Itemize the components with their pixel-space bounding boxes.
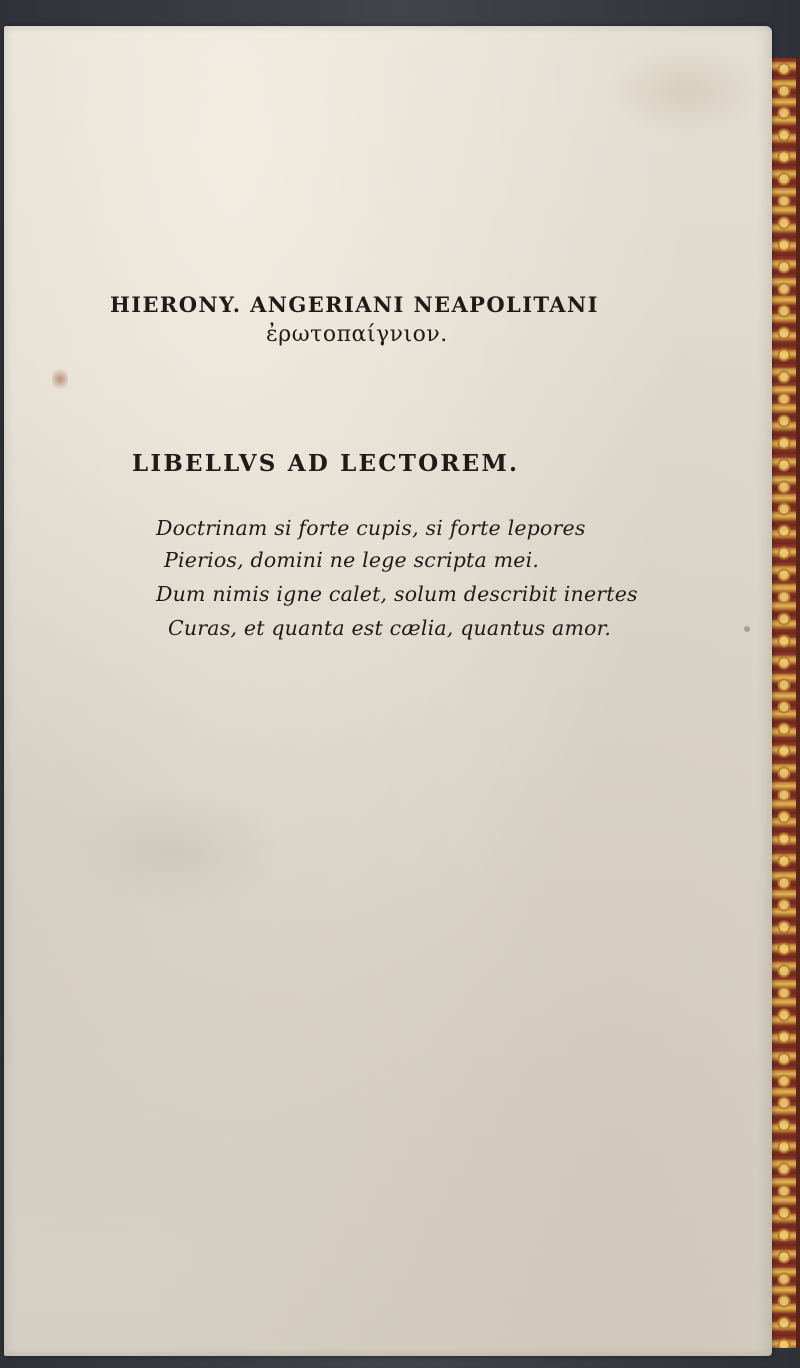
verse-line-4: Curas, et quanta est cælia, quantus amor.: [168, 616, 612, 640]
section-heading: LIBELLVS AD LECTOREM.: [132, 450, 520, 477]
paper-stain: [64, 786, 284, 916]
paper-speck: [744, 626, 750, 632]
book-page: [4, 26, 772, 1356]
title-line-1: HIERONY. ANGERIANI NEAPOLITANI: [110, 292, 599, 317]
verse-line-1: Doctrinam si forte cupis, si forte lepores: [156, 516, 586, 540]
verse-line-3: Dum nimis igne calet, solum describit inertes: [156, 582, 638, 606]
verse-line-2: Pierios, domini ne lege scripta mei.: [164, 548, 540, 572]
title-line-2-greek: ἐρωτοπαίγνιον.: [266, 322, 448, 347]
paper-stain: [604, 46, 764, 136]
ink-stain: [52, 366, 68, 392]
